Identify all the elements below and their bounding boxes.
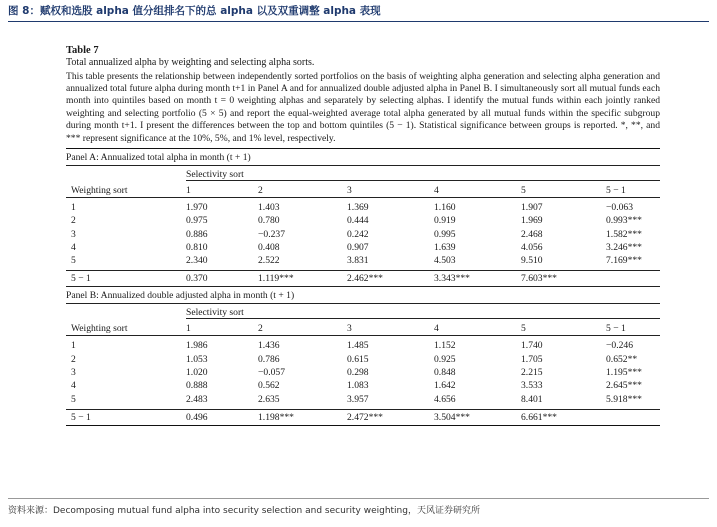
table-cell: 3.533: [521, 380, 543, 392]
table-cell: 2: [71, 215, 76, 227]
table-row: [66, 254, 660, 267]
table-cell: 0.652**: [606, 353, 638, 365]
table-cell: −0.057: [258, 367, 285, 379]
table-cell: 0.562: [258, 380, 280, 392]
table-row: [66, 241, 660, 254]
table-cell: 0.786: [258, 353, 280, 365]
column-header: Weighting sort: [71, 323, 128, 335]
table-cell: 6.661***: [521, 411, 557, 423]
table-cell: 1.582***: [606, 228, 642, 240]
table-cell: 1.436: [258, 340, 280, 352]
table-cell: 1.119***: [258, 273, 294, 285]
table-cell: 0.496: [186, 411, 208, 423]
table-cell: 4.503: [434, 255, 456, 267]
table-cell: 0.780: [258, 215, 280, 227]
table-cell: 1.053: [186, 353, 208, 365]
table-cell: 1.020: [186, 367, 208, 379]
table-cell: 1.986: [186, 340, 208, 352]
table-row: [66, 201, 660, 214]
table-cell: 0.888: [186, 380, 208, 392]
table-cell: 0.975: [186, 215, 208, 227]
column-header: 4: [434, 323, 439, 335]
table-cell: 5: [71, 255, 76, 267]
table-cell: 7.603***: [521, 273, 557, 285]
panel-a-selectivity-header: [66, 166, 660, 181]
table-cell: 4.656: [434, 393, 456, 405]
table-cell: 4: [71, 241, 76, 253]
table-cell: 2.522: [258, 255, 280, 267]
table-cell: 1.195***: [606, 367, 642, 379]
panel-b-top-rule: [66, 286, 660, 287]
table-cell: 1: [71, 201, 76, 213]
table-cell: 2.635: [258, 393, 280, 405]
column-header: 1: [186, 323, 191, 335]
column-header: 5 − 1: [606, 323, 626, 335]
column-header: 2: [258, 184, 263, 196]
table-cell: −0.063: [606, 201, 633, 213]
column-header: Weighting sort: [71, 184, 128, 196]
table-cell: 2.645***: [606, 380, 642, 392]
table-cell: 1.969: [521, 215, 543, 227]
table-description: This table presents the relationship between independently sorted portfolios on the basis of weighting alpha generation and selecting alpha generation and annualized total future alpha during month t+1 in Panel A and for annualized double adjusted alpha in Panel B. I simultaneously sort all mutual funds each month into quintiles based on month t = 0 weighting alphas and separately by selecting alphas. I identify the mutual funds within each jointly ranked weighting and selecting portfolio (5 × 5) and report the equal-weighted average total alpha generated by all mutual funds within the specific subgroup during month t+1. I present the differences between the top and bottom quintiles (5 − 1). Statistical significance between groups is reported. *, **, and *** represent significance at the 10%, 5%, and 1% level, respectively.: [66, 70, 660, 144]
table-cell: 0.925: [434, 353, 456, 365]
table-number: Table 7: [66, 45, 99, 56]
table-cell: 2: [71, 353, 76, 365]
table-cell: 5: [71, 393, 76, 405]
table-cell: 1.485: [347, 340, 369, 352]
table-cell: 9.510: [521, 255, 543, 267]
table-cell: 2.472***: [347, 411, 383, 423]
table-cell: 1.642: [434, 380, 456, 392]
table-cell: 1.152: [434, 340, 456, 352]
table-bottom-rule: [66, 425, 660, 426]
table-cell: 0.907: [347, 241, 369, 253]
table-cell: 3.504***: [434, 411, 470, 423]
table-cell: 1.907: [521, 201, 543, 213]
table-cell: 0.370: [186, 273, 208, 285]
table-cell: 1.705: [521, 353, 543, 365]
table-row: [66, 228, 660, 241]
panel-a-title: Panel A: Annualized total alpha in month (t + 1): [66, 151, 251, 163]
table-cell: 3.957: [347, 393, 369, 405]
table-top-rule: [66, 148, 660, 149]
table-cell: 0.298: [347, 367, 369, 379]
column-header: 2: [258, 323, 263, 335]
footer-divider: [8, 498, 709, 499]
table-cell: 0.919: [434, 215, 456, 227]
table-cell: 0.848: [434, 367, 456, 379]
table-cell: 0.408: [258, 241, 280, 253]
table-row: [66, 379, 660, 392]
panel-a-header-row: [66, 181, 660, 197]
table-row: [66, 353, 660, 366]
table-cell: 0.886: [186, 228, 208, 240]
table-cell: 1.369: [347, 201, 369, 213]
table-cell: 2.462***: [347, 273, 383, 285]
column-header: 3: [347, 323, 352, 335]
table-cell: 0.993***: [606, 215, 642, 227]
table-cell: 3: [71, 228, 76, 240]
column-header: 4: [434, 184, 439, 196]
table-cell: 0.615: [347, 353, 369, 365]
panel-b-title: Panel B: Annualized double adjusted alpha in month (t + 1): [66, 290, 295, 302]
panel-a-diff-row: [66, 271, 660, 286]
table-cell: 1.740: [521, 340, 543, 352]
column-header: 3: [347, 184, 352, 196]
panel-b-selectivity-header: [66, 304, 660, 319]
column-header: 5: [521, 184, 526, 196]
table-cell: 1.970: [186, 201, 208, 213]
table-cell: 3.343***: [434, 273, 470, 285]
table-cell: 3.831: [347, 255, 369, 267]
table-cell: 7.169***: [606, 255, 642, 267]
paper-excerpt: [66, 44, 660, 426]
table-cell: −0.237: [258, 228, 285, 240]
table-cell: 1.083: [347, 380, 369, 392]
table-cell: 0.242: [347, 228, 369, 240]
source-note: 资料来源：Decomposing mutual fund alpha into security selection and security weighting，天风证券研究所: [8, 506, 480, 516]
table-cell: 2.468: [521, 228, 543, 240]
table-cell: 4: [71, 380, 76, 392]
table-row: [66, 393, 660, 406]
table-cell: 4.056: [521, 241, 543, 253]
table-cell: 0.444: [347, 215, 369, 227]
table-cell: 2.340: [186, 255, 208, 267]
table-cell: 2.483: [186, 393, 208, 405]
table-row: [66, 366, 660, 379]
column-header: 1: [186, 184, 191, 196]
table-caption: Total annualized alpha by weighting and selecting alpha sorts.: [66, 57, 315, 68]
table-cell: 5 − 1: [71, 273, 91, 285]
table-cell: 0.810: [186, 241, 208, 253]
table-row: [66, 214, 660, 227]
table-row: [66, 339, 660, 352]
selectivity-sort-label: Selectivity sort: [186, 168, 244, 180]
column-header: 5: [521, 323, 526, 335]
table-cell: 3.246***: [606, 241, 642, 253]
table-cell: −0.246: [606, 340, 633, 352]
panel-b-diff-row: [66, 410, 660, 425]
table-cell: 1.639: [434, 241, 456, 253]
column-header: 5 − 1: [606, 184, 626, 196]
header-divider: [8, 21, 709, 22]
table-cell: 5.918***: [606, 393, 642, 405]
table-cell: 0.995: [434, 228, 456, 240]
table-cell: 2.215: [521, 367, 543, 379]
table-cell: 3: [71, 367, 76, 379]
table-cell: 1: [71, 340, 76, 352]
table-cell: 1.160: [434, 201, 456, 213]
selectivity-sort-label: Selectivity sort: [186, 307, 244, 319]
panel-b-header-row: [66, 319, 660, 335]
table-cell: 1.198***: [258, 411, 294, 423]
table-cell: 5 − 1: [71, 411, 91, 423]
table-cell: 1.403: [258, 201, 280, 213]
table-cell: 8.401: [521, 393, 543, 405]
figure-title: 图 8：赋权和选股 alpha 值分组排名下的总 alpha 以及双重调整 alpha 表现: [8, 5, 381, 17]
